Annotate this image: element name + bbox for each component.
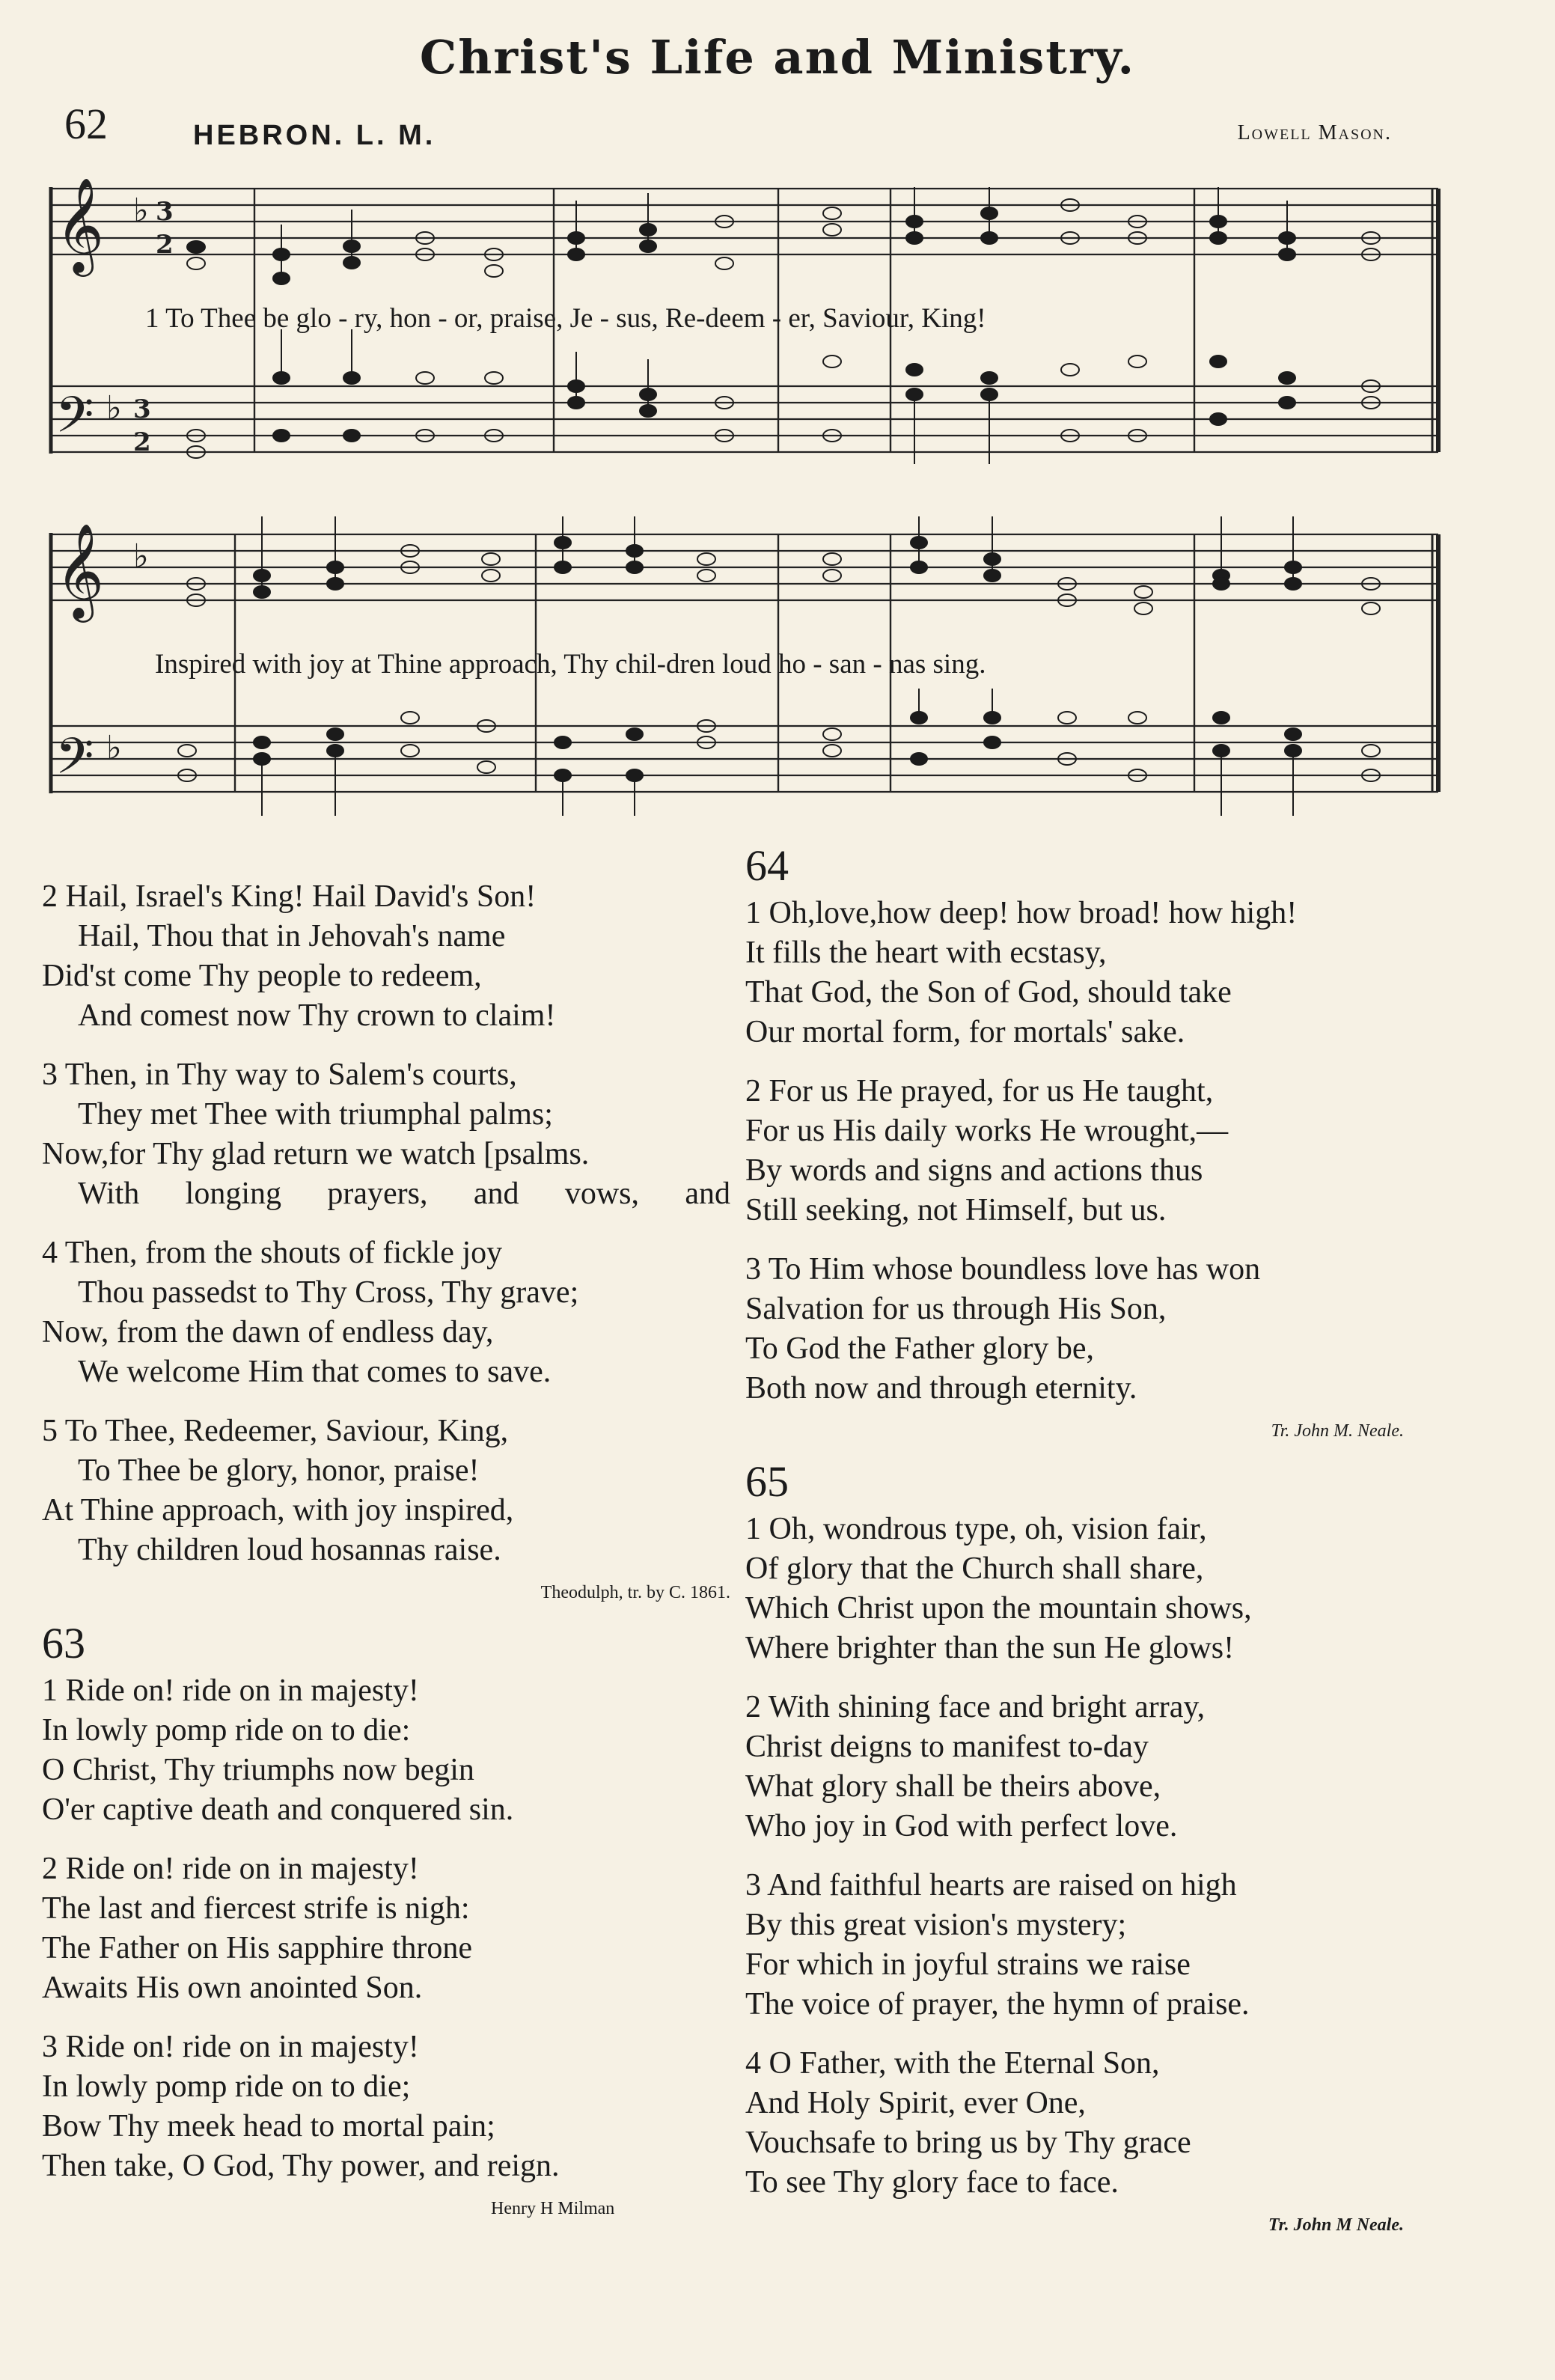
verse-line: What glory shall be theirs above, [745,1769,1161,1804]
hymn62-stanza-5 [42,1412,730,1570]
verse-line: 4 Then, from the shouts of fickle joy [42,1236,503,1270]
verse-line: Both now and through eternity. [745,1371,1137,1406]
verse-line: For us His daily works He wrought,— [745,1114,1229,1148]
bass-clef-icon: 𝄢 [55,386,94,456]
hymn-number-62: 62 [64,100,108,148]
svg-text:2: 2 [156,230,174,260]
verse-line: 3 And faithful hearts are raised on high [745,1868,1237,1903]
verse-line: Now,for Thy glad return we watch [psalms. [42,1137,590,1171]
verse-line: 5 To Thee, Redeemer, Saviour, King, [42,1414,509,1448]
hymn62-stanza-4 [42,1233,730,1392]
hymn64-stanza-3 [745,1250,1404,1409]
verse-line: 3 Ride on! ride on in majesty! [42,2030,419,2064]
verse-line: 1 Oh, wondrous type, oh, vision fair, [745,1512,1207,1546]
lyric-line-2: Inspired with joy at Thine approach, Thy chil-dren loud ho - san - nas sing. [155,649,986,680]
verse-line: And comest now Thy crown to claim! [78,998,556,1033]
verse-line: Where brighter than the sun He glows! [745,1631,1235,1665]
hymn63-stanza-1 [42,1671,730,1830]
svg-text:3: 3 [156,197,174,227]
hymn64-stanza-2 [745,1072,1404,1230]
verse-line: Hail, Thou that in Jehovah's name [78,919,506,953]
hymn64-credit: Tr. John M. Neale. [1271,1421,1404,1441]
verse-line: The last and fiercest strife is nigh: [42,1891,470,1926]
svg-text:2: 2 [133,427,151,457]
verse-line: We welcome Him that comes to save. [78,1355,552,1389]
verse-line: In lowly pomp ride on to die: [42,1713,411,1748]
verse-line: 2 Hail, Israel's King! Hail David's Son! [42,879,537,914]
hymn62-credit: Theodulph, tr. by C. 1861. [540,1583,730,1602]
verse-line: That God, the Son of God, should take [745,975,1232,1010]
hymn64-stanza-1 [745,894,1404,1052]
verse-line: At Thine approach, with joy inspired, [42,1493,514,1528]
hymn62-stanza-3 [42,1055,730,1214]
verse-line: To see Thy glory face to face. [745,2165,1119,2200]
treble-clef-icon: 𝄞 [55,177,105,272]
hymn-number-64: 64 [745,841,789,890]
hymn65-stanza-3 [745,1866,1404,2024]
verse-line: O'er captive death and conquered sin. [42,1792,514,1827]
verse-line: The Father on His sapphire throne [42,1931,473,1965]
verse-line: 2 Ride on! ride on in majesty! [42,1852,419,1886]
verse-line: Then take, O God, Thy power, and reign. [42,2149,560,2183]
hymn-number-63: 63 [42,1619,85,1667]
verse-line: 1 Oh,love,how deep! how broad! how high! [745,896,1298,930]
hymn65-stanza-2 [745,1688,1404,1846]
verse-line: 3 Then, in Thy way to Salem's courts, [42,1058,517,1092]
bass-clef-icon: 𝄢 [55,727,94,797]
left-column [42,877,730,2235]
verse-line: With longing prayers, and vows, and [78,1177,730,1211]
verse-line: Vouchsafe to bring us by Thy grace [745,2126,1191,2160]
verse-line: O Christ, Thy triumphs now begin [42,1753,474,1787]
hymn65-stanza-1 [745,1510,1404,1668]
verse-line: Our mortal form, for mortals' sake. [745,1015,1185,1049]
verse-line: For which in joyful strains we raise [745,1947,1191,1982]
treble-clef-icon: 𝄞 [55,522,105,618]
verse-line: Salvation for us through His Son, [745,1292,1167,1326]
tune-name: HEBRON. L. M. [193,120,436,151]
verse-line: Thy children loud hosannas raise. [78,1533,501,1567]
verse-line: Christ deigns to manifest to-day [745,1730,1149,1764]
lyric-line-1: 1 To Thee be glo - ry, hon - or, praise, Je - sus, Re-deem - er, Saviour, King! [145,303,986,334]
verse-line: Thou passedst to Thy Cross, Thy grave; [78,1275,579,1310]
verse-line: To God the Father glory be, [745,1331,1094,1366]
verse-line: They met Thee with triumphal palms; [78,1097,553,1132]
verse-line: The voice of prayer, the hymn of praise. [745,1987,1250,2022]
verse-line: It fills the heart with ecstasy, [745,936,1107,970]
hymn-number-65: 65 [745,1457,789,1506]
svg-text:3: 3 [133,394,151,424]
verse-line: Still seeking, not Himself, but us. [745,1193,1167,1227]
hymn62-stanza-2 [42,877,730,1036]
hymn63-stanza-2 [42,1849,730,2008]
verse-line: And Holy Spirit, ever One, [745,2086,1086,2120]
staff-system-1-treble [52,189,1438,254]
hymn63-stanza-3 [42,2027,730,2186]
composer: Lowell Mason. [1237,121,1392,144]
hymn63-credit: Henry H Milman [491,2199,615,2218]
svg-text:♭: ♭ [106,389,122,427]
verse-line: Of glory that the Church shall share, [745,1551,1204,1586]
verse-line: Bow Thy meek head to mortal pain; [42,2109,495,2143]
verse-line: By this great vision's mystery; [745,1908,1127,1942]
verse-line: Which Christ upon the mountain shows, [745,1591,1252,1626]
staff-system-1-bass [52,386,1438,452]
verse-line: Awaits His own anointed Son. [42,1971,423,2005]
svg-text:♭: ♭ [106,729,122,767]
verse-line: In lowly pomp ride on to die; [42,2069,411,2104]
music-score [0,0,1555,823]
verse-line: By words and signs and actions thus [745,1153,1203,1188]
right-column [745,841,1404,2251]
verse-line: 2 For us He prayed, for us He taught, [745,1074,1214,1108]
verse-line: 3 To Him whose boundless love has won [745,1252,1261,1287]
svg-text:♭: ♭ [133,192,149,230]
svg-text:♭: ♭ [133,537,149,576]
page-header: Christ's Life and Ministry. [419,30,1136,85]
verse-line: 4 O Father, with the Eternal Son, [745,2046,1160,2081]
verse-line: 1 Ride on! ride on in majesty! [42,1673,419,1708]
verse-line: To Thee be glory, honor, praise! [78,1453,480,1488]
hymn65-credit: Tr. John M Neale. [1268,2215,1404,2235]
verse-line: Did'st come Thy people to redeem, [42,959,482,993]
hymn65-stanza-4 [745,2044,1404,2203]
verse-line: Who joy in God with perfect love. [745,1809,1178,1843]
verse-line: Now, from the dawn of endless day, [42,1315,494,1349]
verse-line: 2 With shining face and bright array, [745,1690,1206,1724]
